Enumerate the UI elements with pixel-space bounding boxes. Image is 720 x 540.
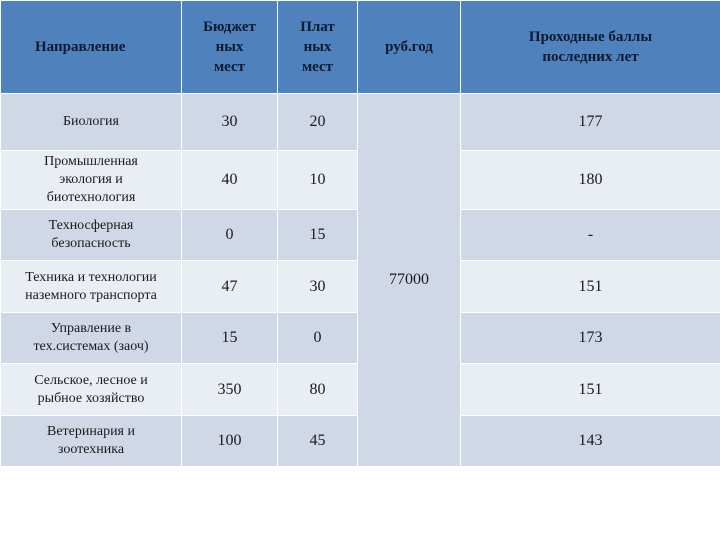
row-budget: 47 xyxy=(182,261,278,313)
header-cost-per-year: руб.год xyxy=(358,1,461,94)
row-score: 173 xyxy=(461,313,720,364)
row-direction: Промышленная экология и биотехнология xyxy=(1,151,182,210)
row-direction: Ветеринария и зоотехника xyxy=(1,416,182,467)
row-budget: 30 xyxy=(182,94,278,151)
row-budget: 15 xyxy=(182,313,278,364)
row-score: 151 xyxy=(461,364,720,416)
row-score: 143 xyxy=(461,416,720,467)
row-direction: Сельское, лесное и рыбное хозяйство xyxy=(1,364,182,416)
row-paid: 20 xyxy=(278,94,358,151)
row-score: 151 xyxy=(461,261,720,313)
row-budget: 100 xyxy=(182,416,278,467)
row-paid: 10 xyxy=(278,151,358,210)
table-row xyxy=(1,94,720,151)
row-direction: Техносферная безопасность xyxy=(1,210,182,261)
row-budget: 40 xyxy=(182,151,278,210)
row-budget: 0 xyxy=(182,210,278,261)
header-direction: Направление xyxy=(1,1,182,94)
row-paid: 45 xyxy=(278,416,358,467)
row-direction: Управление в тех.системах (заоч) xyxy=(1,313,182,364)
row-paid: 80 xyxy=(278,364,358,416)
row-paid: 15 xyxy=(278,210,358,261)
header-paid-places: Плат ных мест xyxy=(278,1,358,94)
header-budget-places: Бюджет ных мест xyxy=(182,1,278,94)
table-header-row xyxy=(1,1,720,94)
row-direction: Биология xyxy=(1,94,182,151)
row-score: 177 xyxy=(461,94,720,151)
row-budget: 350 xyxy=(182,364,278,416)
header-passing-scores: Проходные баллы последних лет xyxy=(461,1,720,94)
cost-value: 77000 xyxy=(358,94,461,467)
row-score: - xyxy=(461,210,720,261)
row-paid: 30 xyxy=(278,261,358,313)
row-score: 180 xyxy=(461,151,720,210)
row-direction: Техника и технологии наземного транспорта xyxy=(1,261,182,313)
row-paid: 0 xyxy=(278,313,358,364)
